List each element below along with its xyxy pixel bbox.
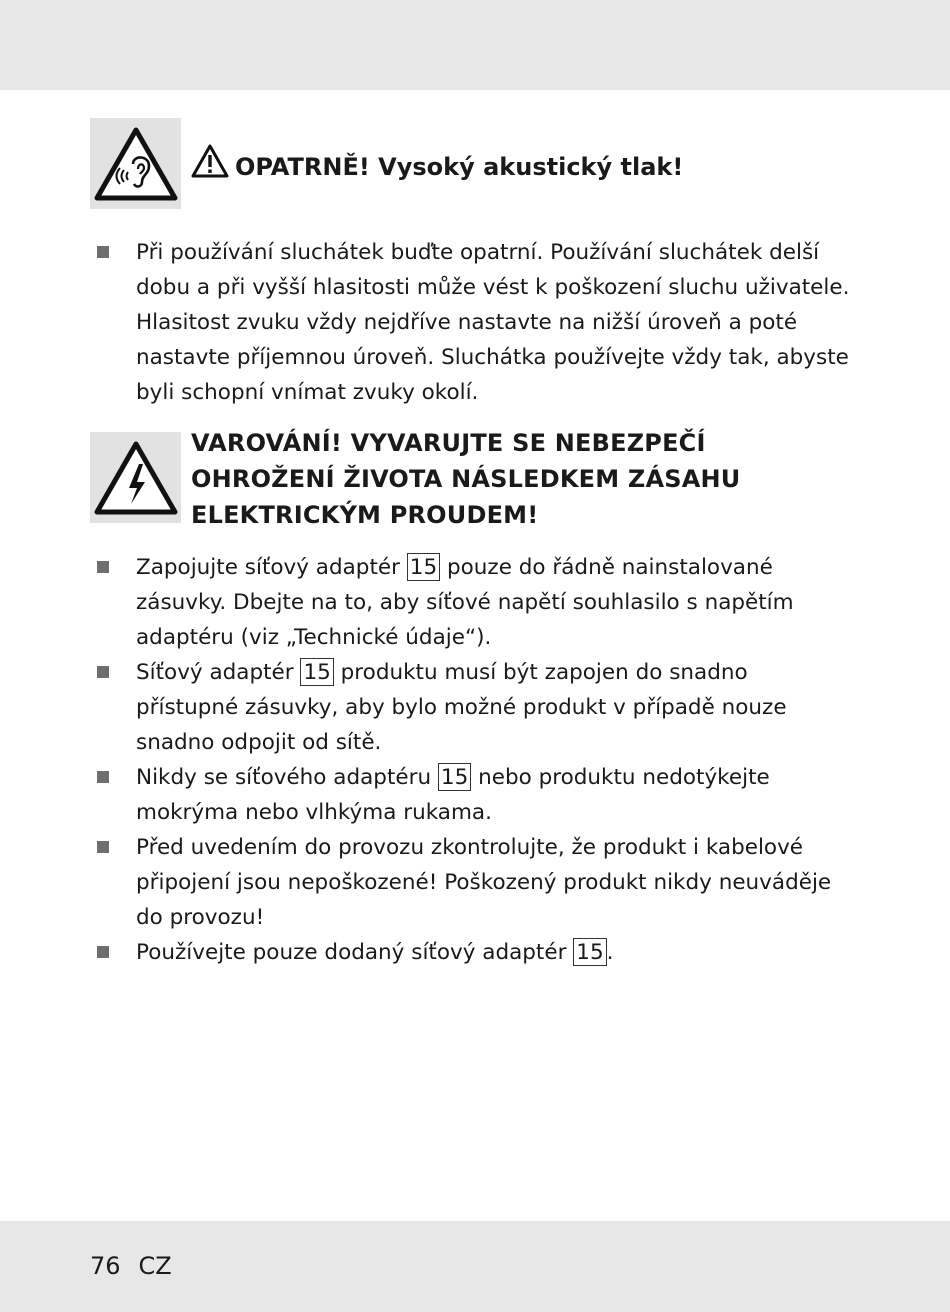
- list-item: [95, 655, 855, 760]
- text-line: snadno odpojit od sítě.: [136, 730, 382, 755]
- list-item: [95, 235, 855, 410]
- bullet-square: [97, 561, 109, 573]
- part-reference-badge: 15: [300, 658, 333, 686]
- text-line: mokrýma nebo vlhkýma rukama.: [136, 800, 492, 825]
- text-line: dobu a při vyšší hlasitosti může vést k poškození sluchu uživatele.: [136, 275, 850, 300]
- language-code: CZ: [138, 1252, 172, 1280]
- caution-heading-text: OPATRNĚ! Vysoký akustický tlak!: [235, 152, 684, 181]
- bullet-square: [97, 246, 109, 258]
- text-line: [136, 550, 855, 585]
- text-line: [136, 830, 855, 865]
- page-footer: [90, 1246, 172, 1286]
- page-number: 76: [90, 1252, 121, 1280]
- text-segment: Používejte pouze dodaný síťový adaptér: [136, 940, 574, 965]
- text-segment: Před uvedením do provozu zkontrolujte, že produkt i kabelové: [136, 835, 804, 860]
- warning-heading-line: VAROVÁNÍ! VYVARUJTE SE NEBEZPEČÍ: [191, 429, 706, 457]
- text-line: Hlasitost zvuku vždy nejdříve nastavte na nižší úroveň a poté: [136, 310, 798, 335]
- warning-heading-line: ELEKTRICKÝM PROUDEM!: [191, 501, 539, 529]
- text-line: nastavte příjemnou úroveň. Sluchátka používejte vždy tak, abyste: [136, 345, 849, 370]
- list-item: [95, 830, 855, 935]
- text-line: připojení jsou nepoškozené! Poškozený produkt nikdy neuváděje: [136, 870, 832, 895]
- electric-shock-warning-icon: [90, 432, 181, 523]
- text-line: byli schopní vnímat zvuky okolí.: [136, 380, 479, 405]
- list-item: [95, 760, 855, 830]
- text-line: adaptéru (viz „Technické údaje“).: [136, 625, 492, 650]
- list-item: [95, 550, 855, 655]
- part-reference-badge: 15: [573, 938, 606, 966]
- warning-triangle-icon: [191, 144, 229, 189]
- part-reference-badge: 15: [407, 553, 440, 581]
- caution-list: [95, 235, 855, 410]
- text-segment: Zapojujte síťový adaptér: [136, 555, 407, 580]
- part-reference-badge: 15: [438, 763, 471, 791]
- text-line: přístupné zásuvky, aby bylo možné produkt v případě nouze: [136, 695, 787, 720]
- text-segment: Nikdy se síťového adaptéru: [136, 765, 438, 790]
- text-line: [136, 935, 855, 970]
- text-line: Při používání sluchátek buďte opatrní. Používání sluchátek delší: [136, 240, 820, 265]
- text-line: [136, 655, 855, 690]
- text-segment: .: [606, 940, 614, 965]
- bullet-square: [97, 946, 109, 958]
- bullet-square: [97, 841, 109, 853]
- text-line: do provozu!: [136, 905, 265, 930]
- text-line: zásuvky. Dbejte na to, aby síťové napětí souhlasilo s napětím: [136, 590, 794, 615]
- text-segment: Síťový adaptér: [136, 660, 301, 685]
- bullet-square: [97, 666, 109, 678]
- text-line: [136, 760, 855, 795]
- warning-heading: [191, 425, 891, 533]
- bullet-square: [97, 771, 109, 783]
- warning-list: [95, 550, 855, 970]
- text-segment: produktu musí být zapojen do snadno: [333, 660, 748, 685]
- list-item: [95, 935, 855, 970]
- warning-heading-line: OHROŽENÍ ŽIVOTA NÁSLEDKEM ZÁSAHU: [191, 465, 741, 493]
- hearing-warning-icon: [90, 118, 181, 209]
- text-segment: nebo produktu nedotýkejte: [471, 765, 770, 790]
- text-segment: pouze do řádně nainstalované: [440, 555, 773, 580]
- top-band: [0, 0, 950, 90]
- caution-heading: [191, 144, 683, 189]
